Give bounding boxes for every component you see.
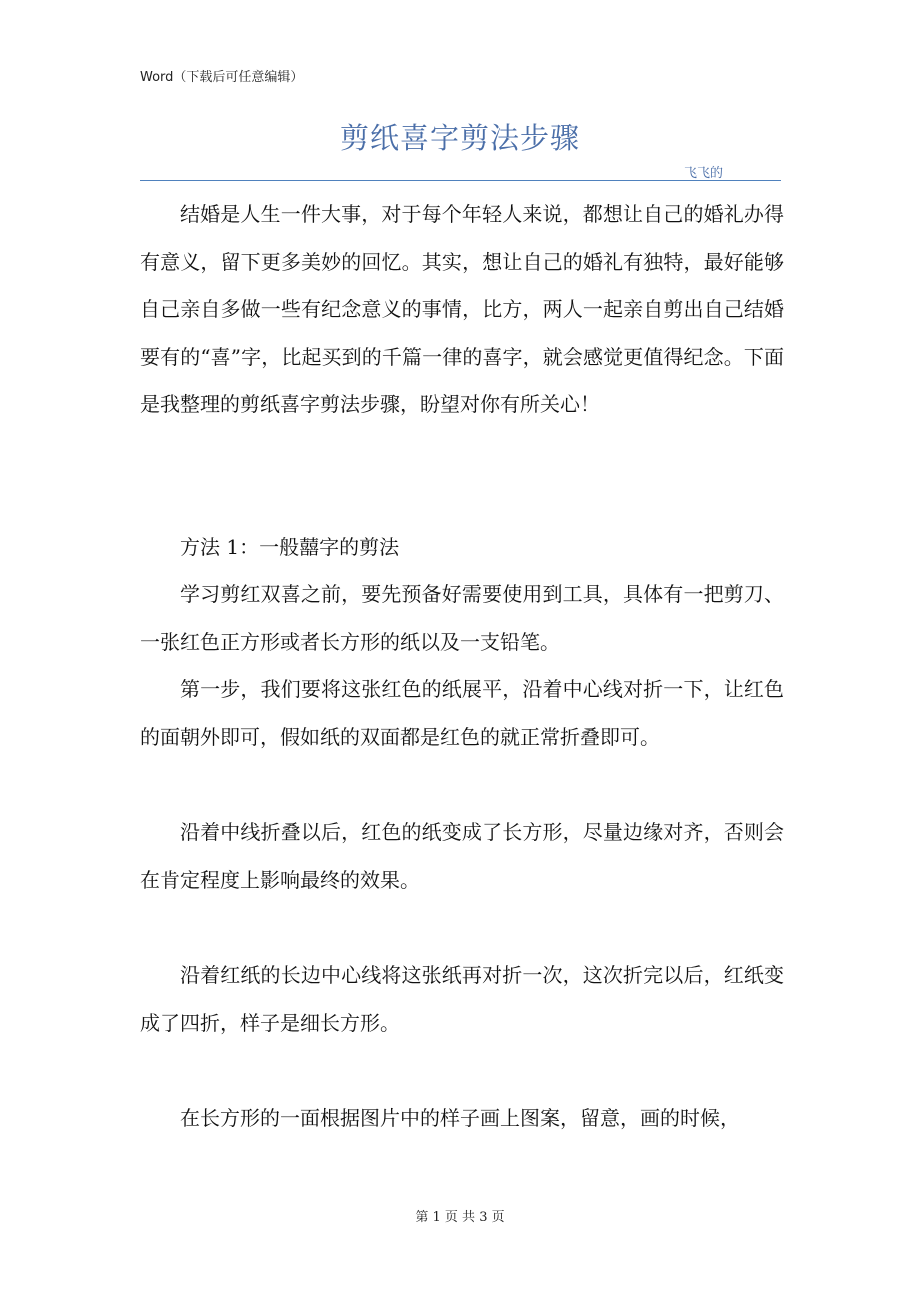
document-title: 剪纸喜字剪法步骤 (339, 121, 580, 155)
page-number-footer: 第 1 页 共 3 页 (415, 1210, 505, 1225)
header-note: Word（下载后可任意编辑） (140, 70, 304, 85)
paragraph-intro: 结婚是人生一件大事，对于每个年轻人来说，都想让自己的婚礼办得有意义，留下更多美妙的回忆。其实，想让自己的婚礼有独特，最好能够自己亲自多做一些有纪念意义的事情，比方，两人一起亲自剪出自己结婚要有的“喜”字，比起买到的千篇一律的喜字，就会感觉更值得纪念。下面是我整理的剪纸喜字剪法步骤，盼望对你有所关心！ (140, 202, 784, 416)
method-heading: 方法 1：一般囍字的剪法 (180, 534, 400, 559)
paragraph-step-2: 沿着中线折叠以后，红色的纸变成了长方形，尽量边缘对齐，否则会在肯定程度上影响最终的效果。 (140, 820, 784, 892)
spacer (140, 904, 784, 952)
author-name: 飞飞的 (684, 166, 724, 181)
paragraph-step-1: 第一步，我们要将这张红色的纸展平，沿着中心线对折一下，让红色的面朝外即可，假如纸的双面都是红色的就正常折叠即可。 (140, 677, 784, 749)
title-divider (140, 180, 781, 181)
document-body (140, 191, 784, 1143)
spacer (140, 429, 784, 524)
paragraph-step-4: 在长方形的一面根据图片中的样子画上图案，留意，画的时候， (180, 1106, 740, 1130)
spacer (140, 1047, 784, 1095)
paragraph-step-3: 沿着红纸的长边中心线将这张纸再对折一次，这次折完以后，红纸变成了四折，样子是细长方形。 (140, 963, 784, 1035)
paragraph-tools: 学习剪红双喜之前，要先预备好需要使用到工具，具体有一把剪刀、一张红色正方形或者长方形的纸以及一支铅笔。 (140, 582, 784, 654)
spacer (140, 761, 784, 809)
